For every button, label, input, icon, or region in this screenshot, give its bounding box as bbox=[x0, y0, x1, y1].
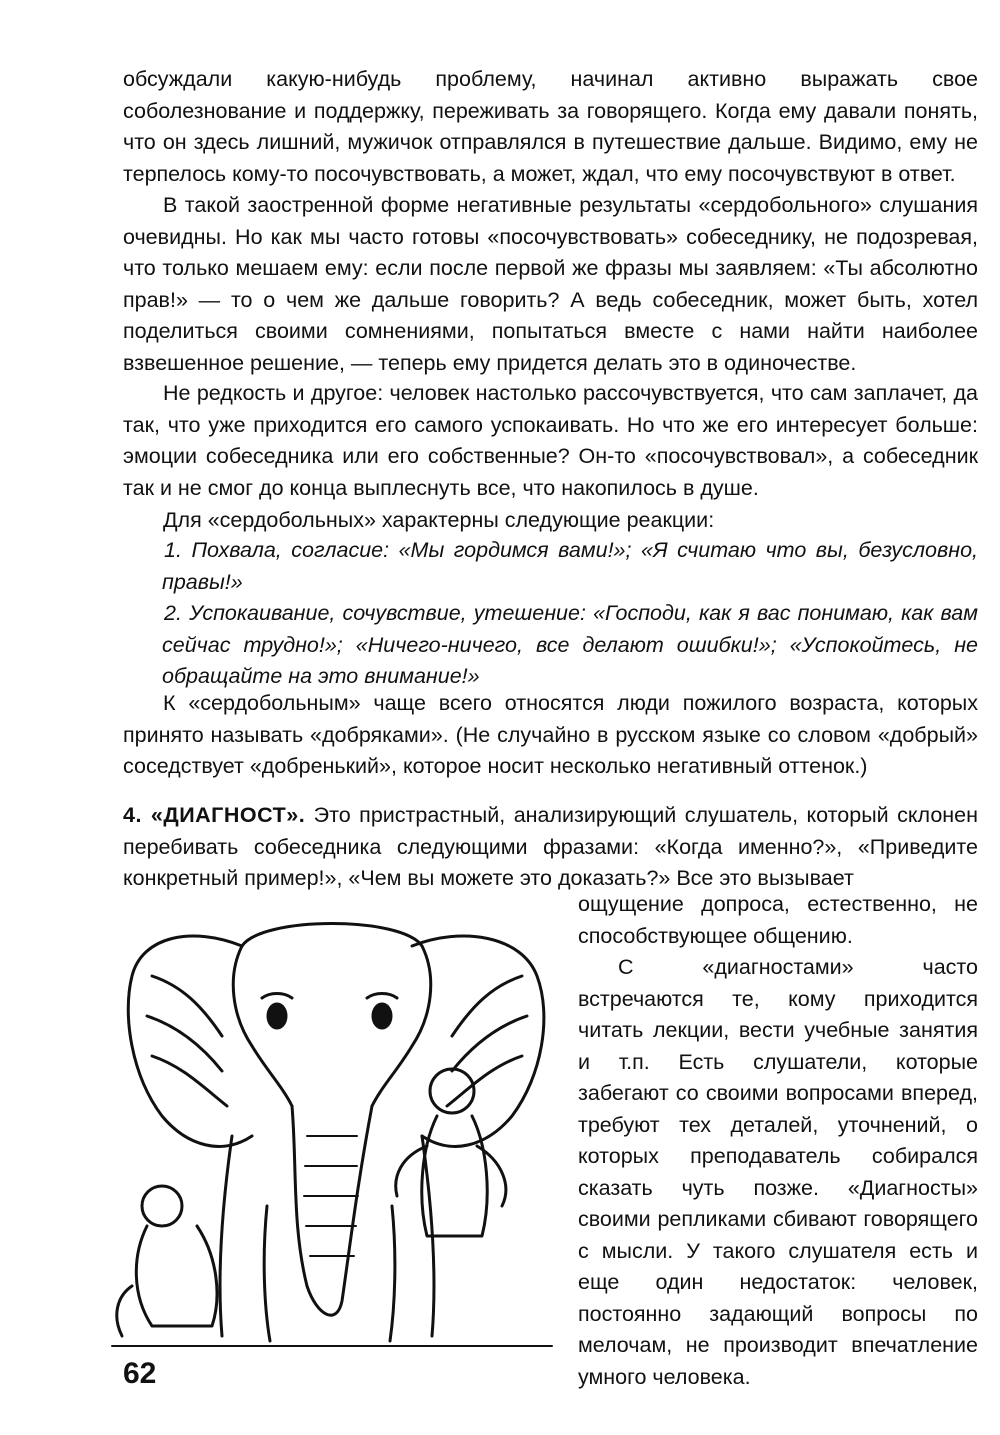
right-column bbox=[578, 889, 978, 1393]
paragraph-1: обсуждали какую-нибудь проблему, начинал активно выражать свое соболезнование и поддержку, переживать за говорящего. Когда ему давали понять, что он здесь лишний, мужичок отправлялся в путешествие дальше. Видимо, ему не терпелось кому-то посочувствовать, а может, ждал, что ему посочувствуют в ответ. bbox=[123, 67, 978, 186]
section-heading: 4. «ДИАГНОСТ». bbox=[123, 803, 306, 827]
list-item: 1. Похвала, согласие: «Мы гордимся вами!»; «Я считаю что вы, безусловно, правы!» bbox=[162, 538, 978, 594]
paragraph-4: Для «сердобольных» характерны следующие реакции: bbox=[163, 508, 715, 532]
reactions-list bbox=[162, 535, 978, 693]
right-column-continuation: ощущение допроса, естественно, не способствующее общению. bbox=[578, 892, 978, 948]
elephant-with-people-illustration-icon bbox=[92, 906, 572, 1354]
page-number: 62 bbox=[123, 1357, 157, 1390]
section-text: Это пристрастный, анализирующий слушатель, который склонен перебивать собеседника следующими фразами: «Когда именно?», «Приведите конкретный пример!», «Чем вы можете это доказать?» Все это вызывает bbox=[123, 803, 978, 890]
paragraph-3: Не редкость и другое: человек настолько рассочувствуется, что сам заплачет, да так, что уже приходится его самого успокаивать. Но что же его интересует больше: эмоции собеседника или его собственные? Он-то «посочувствовал», а собеседник так и не смог до конца выплеснуть все, что накопилось в душе. bbox=[123, 381, 978, 500]
paragraph-2: В такой заостренной форме негативные результаты «сердобольного» слушания очевидны. Но как мы часто готовы «посочувствовать» собеседнику, не подозревая, что только мешаем ему: если после первой же фразы мы заявляем: «Ты абсолютно прав!» — то о чем же дальше говорить? А ведь собеседник, может быть, хотел поделиться своими сомнениями, попытаться вместе с нами найти наиболее взвешенное решение, — теперь ему придется делать это в одиночестве. bbox=[123, 193, 978, 375]
paragraph-5: К «сердобольным» чаще всего относятся люди пожилого возраста, которых принято называть «добряками». (Не случайно в русском языке со словом «добрый» соседствует «добренький», которое носит несколько негативный оттенок.) bbox=[123, 691, 978, 778]
list-item: 2. Успокаивание, сочувствие, утешение: «Господи, как я вас понимаю, как вам сейчас трудно!»; «Ничего-ничего, все делают ошибки!»; «Успокойтесь, не обращайте на это внимание!» bbox=[162, 601, 978, 688]
section-4 bbox=[123, 800, 978, 895]
right-column-paragraph: С «диагностами» часто встречаются те, кому приходится читать лекции, вести учебные занятия и т.п. Есть слушатели, которые забегают со своими вопросами вперед, требуют тех деталей, уточнений, о которых преподаватель собирался сказать чуть позже. «Диагносты» своими репликами сбивают говорящего с мысли. У такого слушателя есть и еще один недостаток: человек, постоянно задающий вопросы по мелочам, не производит впечатление умного человека. bbox=[578, 955, 978, 1389]
